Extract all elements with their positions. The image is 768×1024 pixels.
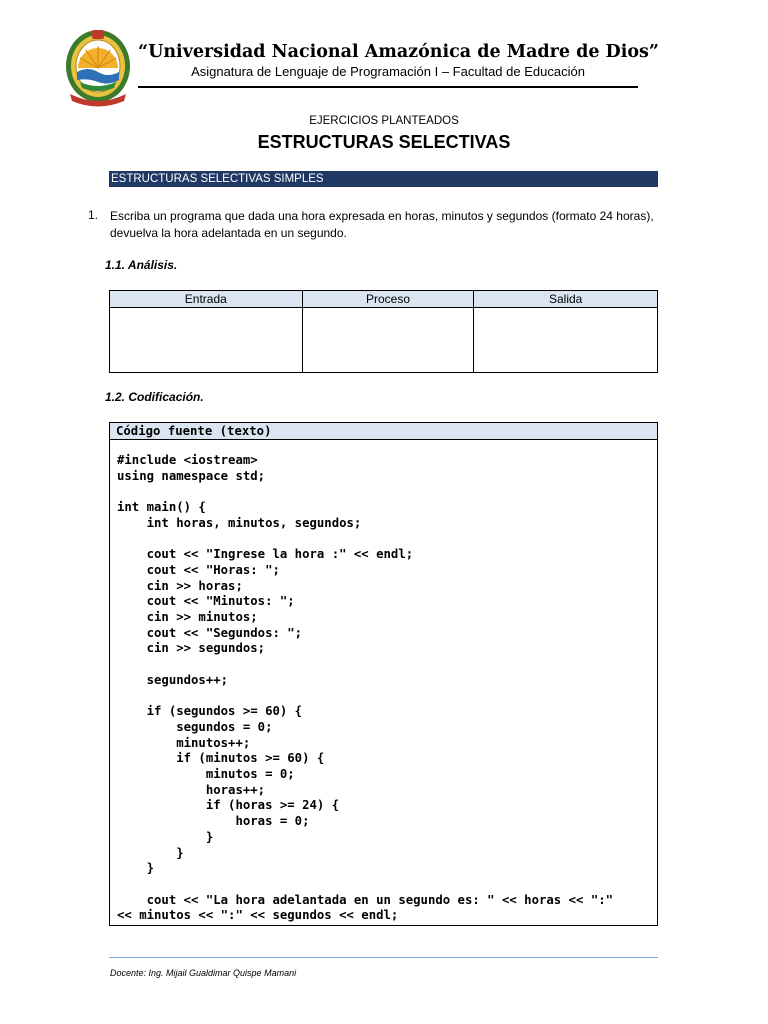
university-name: “Universidad Nacional Amazónica de Madre de Dios” [138,42,659,62]
column-header-proceso: Proceso [302,291,474,308]
analysis-table [109,290,658,373]
header-divider [138,86,638,88]
table-header-row [110,291,658,308]
university-seal-icon [64,28,132,108]
column-header-salida: Salida [474,291,658,308]
course-subtitle: Asignatura de Lenguaje de Programación I – Facultad de Educación [191,64,585,79]
source-code-title: Código fuente (texto) [110,423,657,440]
source-code-box [109,422,658,926]
exercise-label: EJERCICIOS PLANTEADOS [309,115,459,127]
page-title: ESTRUCTURAS SELECTIVAS [257,132,511,152]
proceso-cell [302,308,474,373]
question-number: 1. [88,208,99,222]
table-row [110,308,658,373]
question-text: Escriba un programa que dada una hora expresada en horas, minutos y segundos (formato 24 horas), devuelva la hora adelantada en un segundo. [110,209,654,240]
section-heading: ESTRUCTURAS SELECTIVAS SIMPLES [109,171,658,187]
footer-teacher: Docente: Ing. Mijail Gualdimar Quispe Mamani [110,968,297,978]
footer-divider [109,957,658,958]
analysis-heading: 1.1. Análisis. [105,258,178,272]
entrada-cell [110,308,303,373]
coding-heading: 1.2. Codificación. [105,390,204,404]
column-header-entrada: Entrada [110,291,303,308]
salida-cell [474,308,658,373]
source-code: #include <iostream> using namespace std; int main() { int horas, minutos, segundos; cout << "Ingrese la hora :" << endl; cout << "Horas: "; cin >> horas; cout << "Minutos: "; cin >> minutos; cout << "Segundos: "; cin >> segundos; segundos++; if (segundos >= 60) { segundos = 0; minutos++; if (minutos >= 60) { minutos = 0; horas++; if (horas >= 24) { horas = 0; } } } cout << "La hora adelantada en un segundo es: " << horas << ":" << minutos << ":" << segundos << endl; [117,453,614,923]
